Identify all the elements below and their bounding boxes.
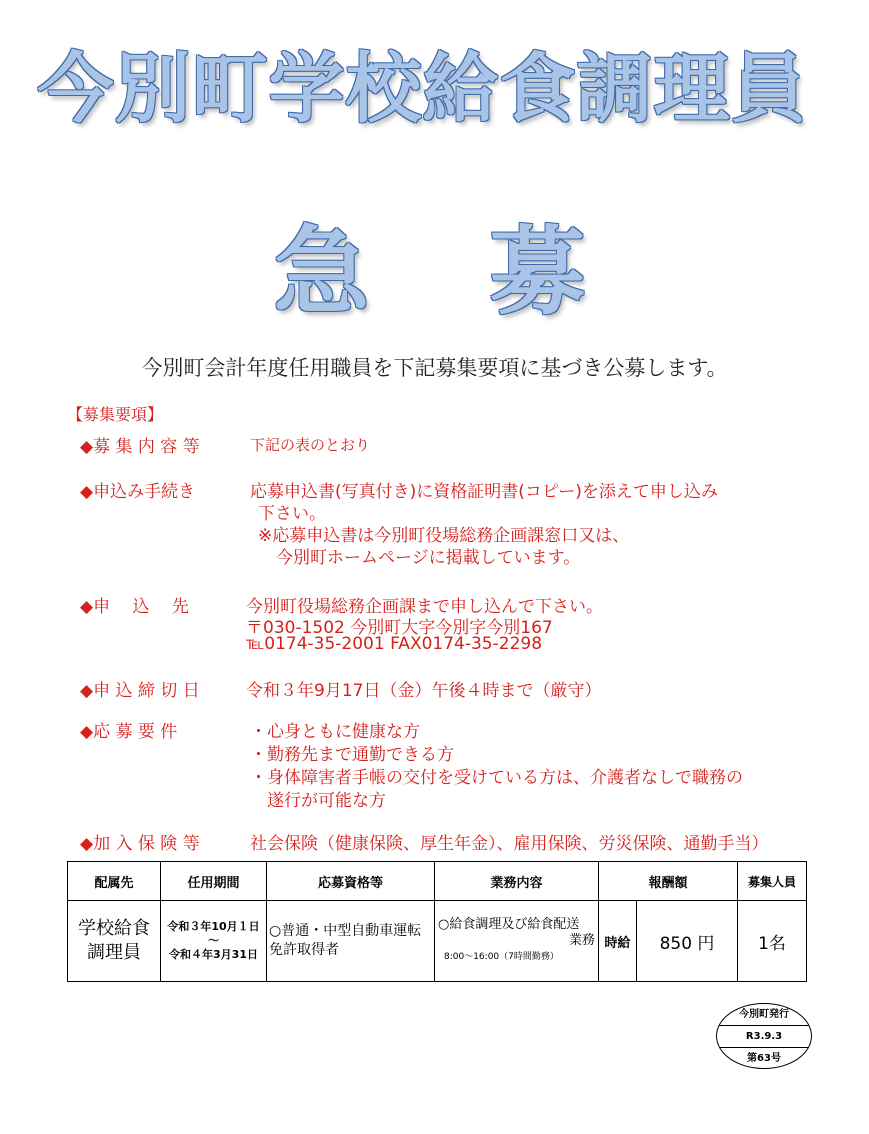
table-row bbox=[68, 901, 807, 982]
destination-phone: ℡0174-35-2001 FAX0174-35-2298 bbox=[246, 634, 543, 654]
duties-line1: ○給食調理及び給食配送 bbox=[438, 917, 580, 932]
urgent-title: 急募 bbox=[273, 216, 706, 328]
duties-line2: 業務 bbox=[568, 933, 595, 948]
deadline-label: ◆申 込 締 切 日 bbox=[80, 681, 200, 701]
stamp-number: 第63号 bbox=[747, 1053, 781, 1064]
stamp-date: R3.9.3 bbox=[717, 1026, 811, 1048]
requirement-item: ・勤務先まで通勤できる方 bbox=[250, 745, 454, 765]
deadline-text: 令和３年9月17日（金）午後４時まで（厳守） bbox=[246, 681, 602, 701]
issue-stamp bbox=[716, 1003, 812, 1069]
header-department: 配属先 bbox=[68, 862, 161, 901]
header-pay: 報酬額 bbox=[599, 862, 738, 901]
cell-qualification: ○普通・中型自動車運転免許取得者 bbox=[267, 901, 435, 982]
requirement-item: ・身体障害者手帳の交付を受けている方は、介護者なしで職務の bbox=[250, 768, 743, 788]
insurance-label: ◆加 入 保 険 等 bbox=[80, 834, 200, 854]
header-qualification: 応募資格等 bbox=[267, 862, 435, 901]
period-start: 令和３年10月１日 bbox=[167, 920, 260, 933]
destination-address: 〒030-1502 今別町大字今別字今別167 bbox=[246, 618, 553, 638]
procedure-line2: 下さい。 bbox=[258, 504, 326, 524]
procedure-note2: 今別町ホームページに掲載しています。 bbox=[276, 548, 581, 568]
requirement-item: 遂行が可能な方 bbox=[250, 791, 386, 811]
period-end: 令和４年3月31日 bbox=[169, 948, 258, 961]
cell-duties bbox=[435, 901, 599, 982]
intro-text: 今別町会計年度任用職員を下記募集要項に基づき公募します。 bbox=[141, 356, 728, 380]
job-table bbox=[67, 861, 807, 982]
duties-hours: 8:00～16:00（7時間勤務） bbox=[444, 952, 559, 962]
requirement-item: ・心身ともに健康な方 bbox=[250, 722, 420, 742]
insurance-text: 社会保険（健康保険、厚生年金）、雇用保険、労災保険、通勤手当） bbox=[250, 834, 769, 854]
period-separator: ～ bbox=[208, 934, 219, 947]
table-header-row bbox=[68, 862, 807, 901]
stamp-issuer: 今別町発行 bbox=[717, 1004, 811, 1026]
content-text: 下記の表のとおり bbox=[250, 436, 371, 454]
requirements-label: ◆応 募 要 件 bbox=[80, 722, 178, 742]
destination-label: ◆申 込 先 bbox=[80, 597, 189, 617]
cell-department: 学校給食調理員 bbox=[68, 901, 161, 982]
procedure-line1: 応募申込書(写真付き)に資格証明書(コピー)を添えて申し込み bbox=[250, 482, 718, 502]
procedure-label: ◆申込み手続き bbox=[80, 482, 196, 502]
procedure-note1: ※応募申込書は今別町役場総務企画課窓口又は、 bbox=[258, 526, 630, 546]
cell-pay-type: 時給 bbox=[599, 901, 637, 982]
content-label: ◆募 集 内 容 等 bbox=[80, 437, 200, 457]
destination-line1: 今別町役場総務企画課まで申し込んで下さい。 bbox=[246, 597, 603, 617]
header-openings: 募集人員 bbox=[738, 862, 807, 901]
main-title: 今別町学校給食調理員 bbox=[37, 44, 808, 133]
cell-pay-amount: 850 円 bbox=[637, 901, 738, 982]
header-duties: 業務内容 bbox=[435, 862, 599, 901]
cell-period bbox=[161, 901, 267, 982]
header-period: 任用期間 bbox=[161, 862, 267, 901]
cell-openings: 1名 bbox=[738, 901, 807, 982]
section-heading: 【募集要項】 bbox=[67, 405, 164, 424]
